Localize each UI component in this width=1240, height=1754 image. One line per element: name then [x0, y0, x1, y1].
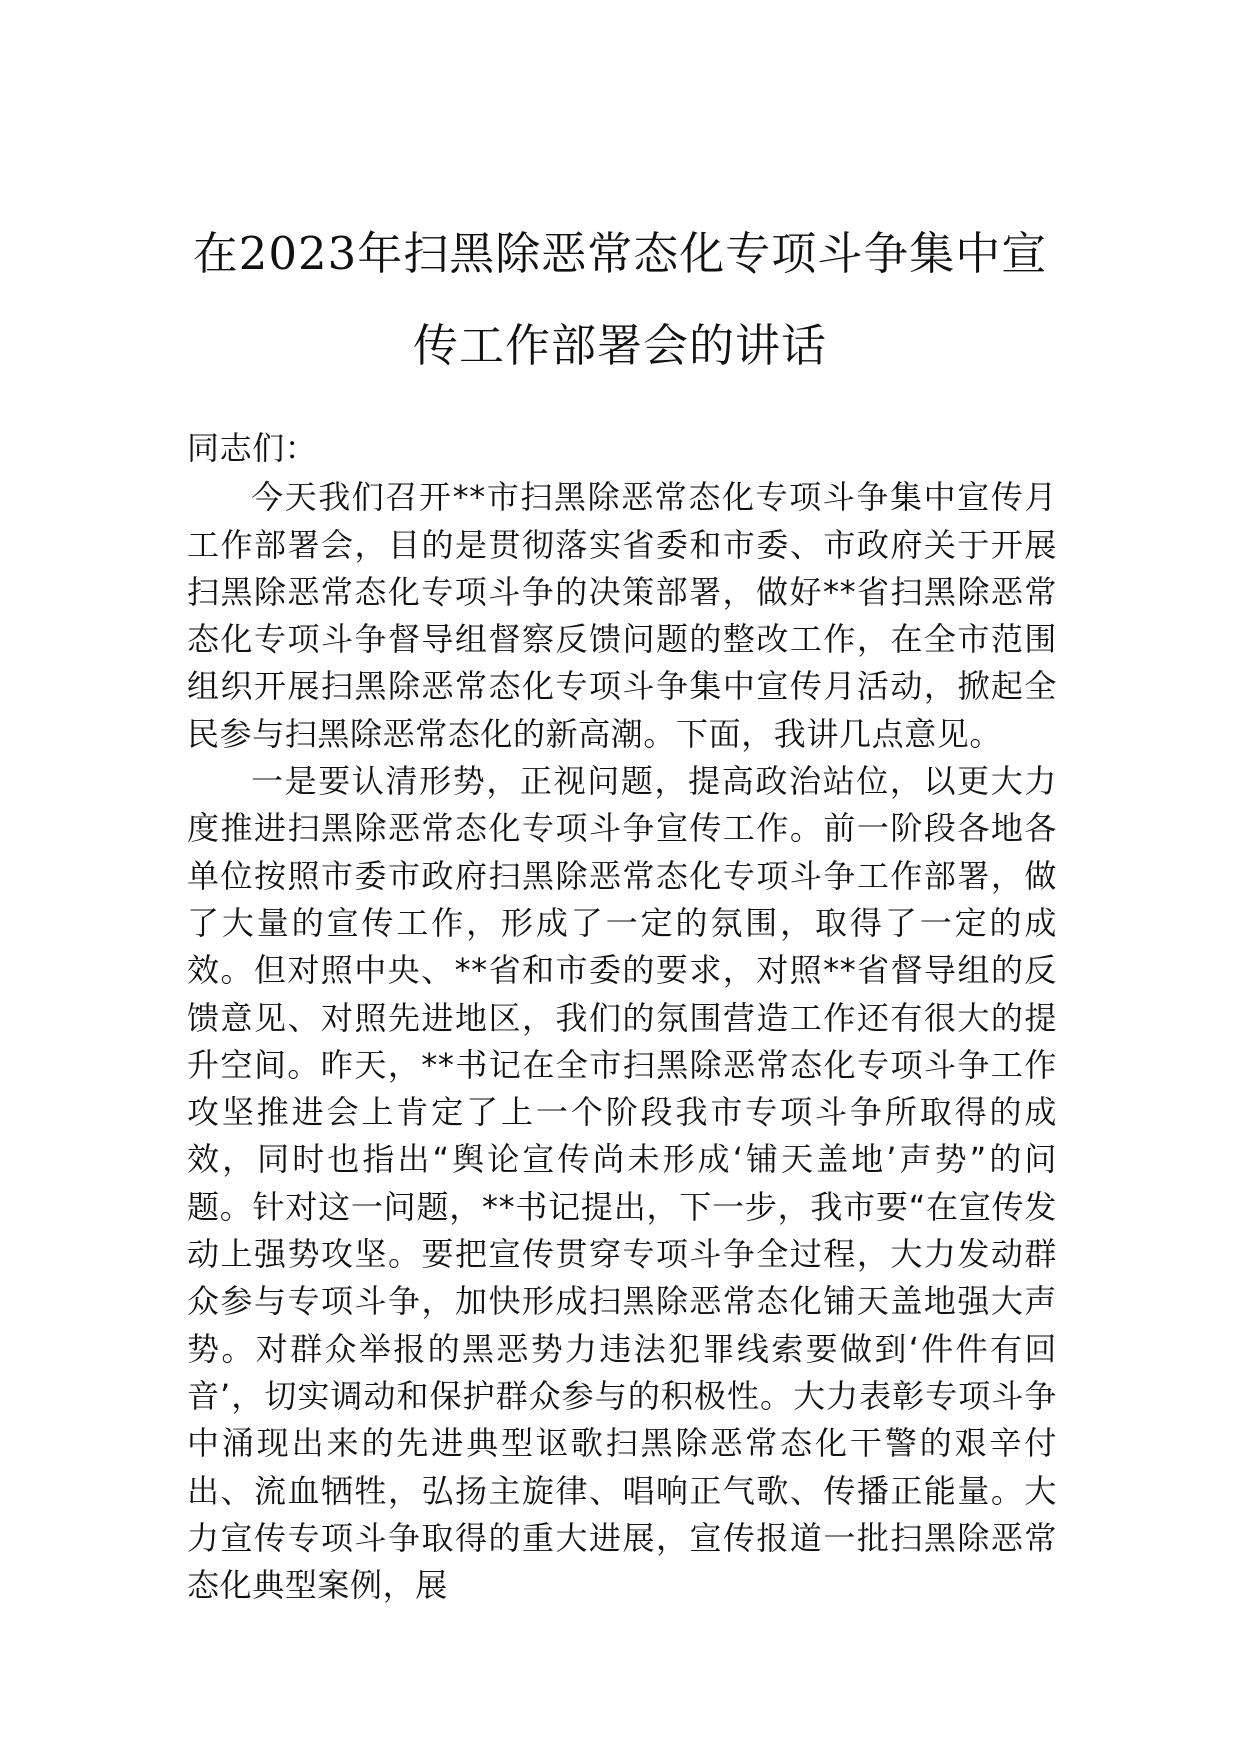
document-title	[150, 208, 1090, 392]
paragraph-2: 一是要认清形势，正视问题，提高政治站位，以更大力度推进扫黑除恶常态化专项斗争宣传工作。前一阶段各地各单位按照市委市政府扫黑除恶常态化专项斗争工作部署，做了大量的宣传工作，形成了一定的氛围，取得了一定的成效。但对照中央、**省和市委的要求，对照**省督导组的反馈意见、对照先进地区，我们的氛围营造工作还有很大的提升空间。昨天，**书记在全市扫黑除恶常态化专项斗争工作攻坚推进会上肯定了上一个阶段我市专项斗争所取得的成效，同时也指出“舆论宣传尚未形成‘铺天盖地’声势”的问题。针对这一问题，**书记提出，下一步，我市要“在宣传发动上强势攻坚。要把宣传贯穿专项斗争全过程，大力发动群众参与专项斗争，加快形成扫黑除恶常态化铺天盖地强大声势。对群众举报的黑恶势力违法犯罪线索要做到‘件件有回音’，切实调动和保护群众参与的积极性。大力表彰专项斗争中涌现出来的先进典型讴歌扫黑除恶常态化干警的艰辛付出、流血牺牲，弘扬主旋律、唱响正气歌、传播正能量。大力宣传专项斗争取得的重大进展，宣传报道一批扫黑除恶常态化典型案例，展	[187, 762, 1057, 1605]
title-line-1: 在2023年扫黑除恶常态化专项斗争集中宣	[192, 227, 1048, 280]
paragraph-1: 今天我们召开**市扫黑除恶常态化专项斗争集中宣传月工作部署会，目的是贯彻落实省委和市委、市政府关于开展扫黑除恶常态化专项斗争的决策部署，做好**省扫黑除恶常态化专项斗争督导组督察反馈问题的整改工作，在全市范围组织开展扫黑除恶常态化专项斗争集中宣传月活动，掀起全民参与扫黑除恶常态化的新高潮。下面，我讲几点意见。	[187, 478, 1057, 753]
title-line-2: 传工作部署会的讲话	[412, 319, 827, 372]
document-body	[187, 425, 1057, 1609]
salutation: 同志们：	[187, 429, 318, 467]
